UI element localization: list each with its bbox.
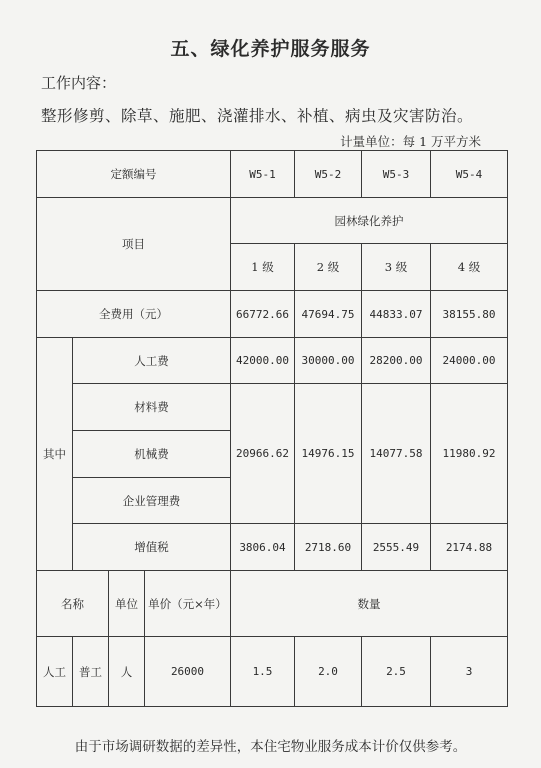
level-cell: 2 级 — [295, 244, 362, 291]
price-header: 单价（元×年） — [145, 571, 231, 637]
unit-header: 单位 — [109, 571, 145, 637]
total-label: 全费用（元） — [37, 291, 231, 338]
total-cell: 47694.75 — [295, 291, 362, 338]
row-unit: 人 — [109, 637, 145, 707]
labor-label: 人工费 — [73, 338, 231, 384]
row-price: 26000 — [145, 637, 231, 707]
quantity-header: 数量 — [231, 571, 508, 637]
total-cell: 44833.07 — [362, 291, 431, 338]
level-cell: 4 级 — [431, 244, 508, 291]
work-content-text: 整形修剪、除草、施肥、浇灌排水、补植、病虫及灾害防治。 — [41, 107, 474, 125]
of-which-label: 其中 — [37, 338, 73, 571]
quota-code-header: 定额编号 — [37, 151, 231, 198]
code-cell: W5-4 — [431, 151, 508, 198]
vat-cell: 3806.04 — [231, 524, 295, 571]
labor-cell: 42000.00 — [231, 338, 295, 384]
labor-cell: 24000.00 — [431, 338, 508, 384]
vat-cell: 2555.49 — [362, 524, 431, 571]
table-row — [37, 338, 508, 384]
group-header: 园林绿化养护 — [231, 198, 508, 244]
qty-cell: 1.5 — [231, 637, 295, 707]
total-cell: 66772.66 — [231, 291, 295, 338]
work-content-label: 工作内容： — [41, 74, 117, 92]
table-row — [37, 571, 508, 637]
name-header: 名称 — [37, 571, 109, 637]
code-cell: W5-3 — [362, 151, 431, 198]
qty-cell: 3 — [431, 637, 508, 707]
table-row — [37, 198, 508, 244]
item-header: 项目 — [37, 198, 231, 291]
quota-table — [36, 150, 508, 707]
row-category: 人工 — [37, 637, 73, 707]
qty-cell: 2.5 — [362, 637, 431, 707]
vat-label: 增值税 — [73, 524, 231, 571]
code-cell: W5-2 — [295, 151, 362, 198]
table-row — [37, 384, 508, 431]
vat-cell: 2174.88 — [431, 524, 508, 571]
footer-note: 由于市场调研数据的差异性，本住宅物业服务成本计价仅供参考。 — [74, 739, 467, 755]
level-cell: 1 级 — [231, 244, 295, 291]
unit-note: 计量单位：每 1 万平方米 — [340, 134, 481, 149]
combined-cell: 20966.62 — [231, 384, 295, 524]
table-row — [37, 524, 508, 571]
row-name: 普工 — [73, 637, 109, 707]
total-cell: 38155.80 — [431, 291, 508, 338]
qty-cell: 2.0 — [295, 637, 362, 707]
combined-cell: 11980.92 — [431, 384, 508, 524]
table-row — [37, 637, 508, 707]
machine-label: 机械费 — [73, 431, 231, 478]
mgmt-label: 企业管理费 — [73, 478, 231, 524]
table-row — [37, 291, 508, 338]
labor-cell: 28200.00 — [362, 338, 431, 384]
combined-cell: 14976.15 — [295, 384, 362, 524]
labor-cell: 30000.00 — [295, 338, 362, 384]
code-cell: W5-1 — [231, 151, 295, 198]
combined-cell: 14077.58 — [362, 384, 431, 524]
page-title: 五、绿化养护服务服务 — [170, 38, 371, 60]
table-row — [37, 151, 508, 198]
vat-cell: 2718.60 — [295, 524, 362, 571]
material-label: 材料费 — [73, 384, 231, 431]
level-cell: 3 级 — [362, 244, 431, 291]
